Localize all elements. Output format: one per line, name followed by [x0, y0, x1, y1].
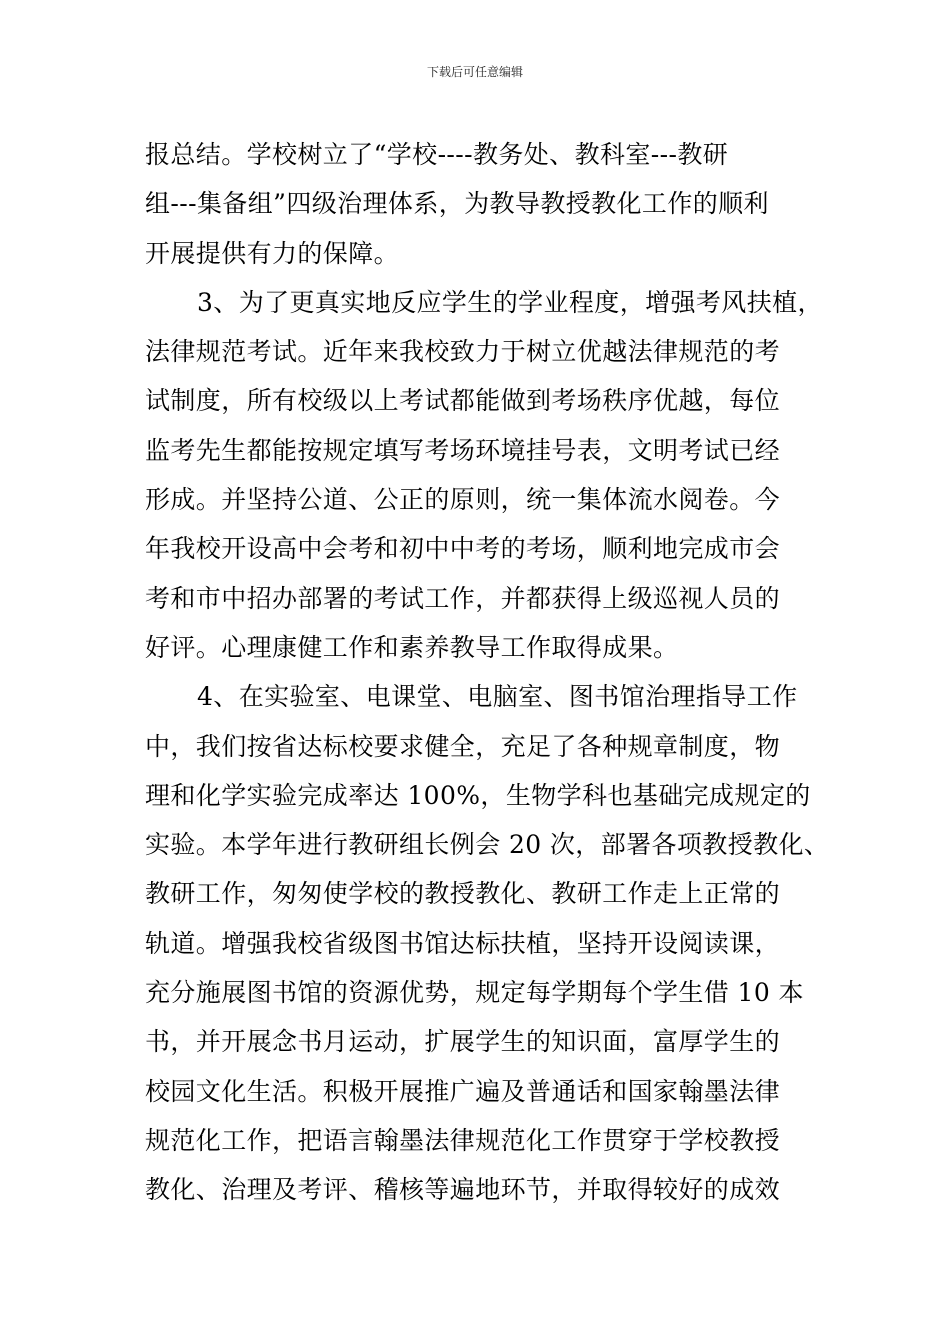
paragraph-start-line: 4、在实验室、电课堂、电脑室、图书馆治理指导工作: [197, 682, 798, 712]
paragraph-start-line: 3、为了更真实地反应学生的学业程度，增强考风扶植，: [197, 287, 823, 317]
text-line: 好评。心理康健工作和素养教导工作取得成果。: [145, 632, 679, 662]
text-line: 形成。并坚持公道、公正的原则，统一集体流水阅卷。今: [145, 485, 781, 515]
text-line: 书，并开展念书月运动，扩展学生的知识面，富厚学生的: [145, 1027, 781, 1057]
text-line: 教研工作，匆匆使学校的教授教化、教研工作走上正常的: [145, 879, 781, 909]
text-line: 年我校开设高中会考和初中中考的考场，顺利地完成市会: [145, 534, 781, 564]
text-line: 组---集备组”四级治理体系，为教导教授教化工作的顺利: [145, 189, 769, 219]
text-line: 报总结。学校树立了“学校----教务处、教科室---教研: [145, 140, 729, 169]
text-line: 校园文化生活。积极开展推广遍及普通话和国家翰墨法律: [145, 1076, 781, 1106]
page-header: 下载后可任意编辑: [426, 65, 523, 79]
text-line: 试制度，所有校级以上考试都能做到考场秩序优越，每位: [145, 386, 781, 416]
text-line: 充分施展图书馆的资源优势，规定每学期每个学生借 10 本: [145, 978, 804, 1008]
text-line: 实验。本学年进行教研组长例会 20 次，部署各项教授教化、: [145, 830, 830, 860]
text-line: 监考先生都能按规定填写考场环境挂号表，文明考试已经: [145, 435, 781, 465]
text-line: 法律规范考试。近年来我校致力于树立优越法律规范的考: [145, 337, 781, 367]
text-line: 考和市中招办部署的考试工作，并都获得上级巡视人员的: [145, 583, 781, 613]
document-body: [145, 130, 830, 1215]
text-line: 理和化学实验完成率达 100%，生物学科也基础完成规定的: [145, 780, 811, 810]
text-line: 中，我们按省达标校要求健全，充足了各种规章制度，物: [145, 731, 781, 761]
text-line: 教化、治理及考评、稽核等遍地环节，并取得较好的成效: [145, 1175, 781, 1205]
text-line: 轨道。增强我校省级图书馆达标扶植，坚持开设阅读课，: [145, 928, 781, 958]
text-line: 规范化工作，把语言翰墨法律规范化工作贯穿于学校教授: [145, 1125, 781, 1155]
text-line: 开展提供有力的保障。: [145, 238, 400, 268]
